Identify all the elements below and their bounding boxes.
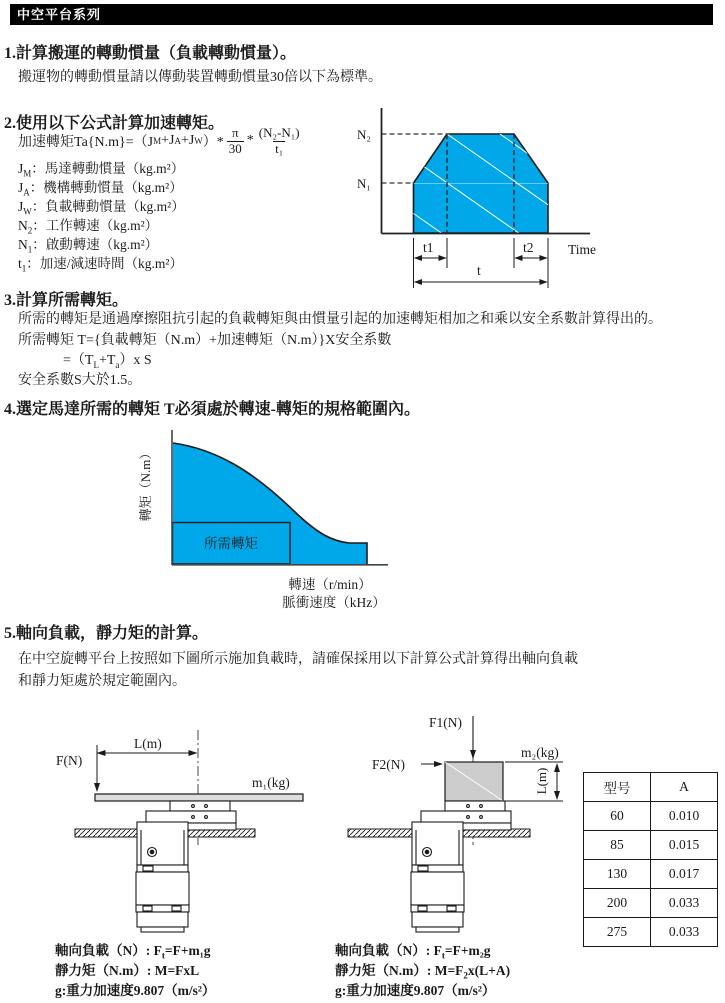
pulse-x-axis-label: 脈衝速度（kHz） [282, 595, 386, 610]
right-load-diagram [348, 715, 563, 932]
m1-mass-label: m₁(kg) [252, 775, 290, 790]
formula-times: * [246, 133, 254, 148]
table-row: 60 0.010 [584, 802, 718, 831]
m2-mass-label: m₂(kg) [521, 745, 559, 760]
s2-definitions [18, 157, 185, 274]
torque-speed-chart [100, 425, 400, 617]
left-rotary-actuator [75, 801, 255, 932]
s2-heading: 2.使用以下公式計算加速轉矩。 [4, 115, 225, 132]
f-force-label: F(N) [56, 753, 83, 768]
table-row: 275 0.033 [584, 918, 718, 947]
fraction-speed-time: $\frac{\text{(N₂-N₁)}}{\text{t₁}}$ [258, 124, 300, 156]
static-moment-formula-left: 靜力矩（N.m）: M=FxL [55, 963, 200, 978]
s3-line3: $=(T_L+T_a)x$ S [63, 353, 152, 370]
col-header-model: 型号 [584, 773, 651, 802]
right-formula-block [335, 939, 510, 999]
s3-line2: 所需轉矩 T={負載轉矩（N.m）+加速轉矩（N.m）}X安全系數 [18, 333, 392, 348]
table-row: 85 0.015 [584, 831, 718, 860]
s3-heading: 3.計算所需轉矩。 [4, 292, 129, 309]
s5-line1: 在中空旋轉平台上按照如下圖所示施加負載時，請確保採用以下計算公式計算得出軸向負載 [18, 652, 578, 667]
fraction-pi-30: $\frac{\pi}{30}$ [228, 124, 242, 156]
l-dimension-label: L(m) [134, 736, 162, 751]
axial-load-formula-left: 軸向負載（N）: $F_t=F+m_1g$ [55, 943, 211, 961]
table-row: 200 0.033 [584, 889, 718, 918]
right-rotary-actuator [348, 801, 530, 932]
torque-y-axis-label: 轉矩（N.m） [138, 446, 153, 522]
f2-force-label: F2(N) [372, 757, 405, 772]
n1-label: N₁ [357, 176, 371, 191]
t1-label: t1 [423, 240, 434, 255]
def-jw: $J_W$：負載轉動慣量（kg.m²） [18, 199, 185, 217]
mount-plate-hatch-left [75, 829, 137, 837]
model-a-table [583, 772, 718, 947]
formula-lead: 加速轉矩Ta{N.m}=（J [18, 135, 154, 150]
formula-p2: +J [180, 133, 195, 148]
load-diagrams [35, 700, 580, 950]
f1-force-label: F1(N) [429, 715, 462, 730]
formula-p1: +J [161, 133, 175, 148]
n2-label: N₂ [357, 127, 371, 142]
mount-plate-hatch-left [348, 829, 412, 837]
col-header-a: A [651, 773, 718, 802]
section-header-bar [10, 4, 713, 25]
t2-label: t2 [523, 240, 534, 255]
load-plate [95, 794, 303, 801]
left-load-diagram [56, 730, 303, 932]
def-t1: $t_1$：加速/減速時間（kg.m²） [18, 256, 183, 274]
t-label: t [477, 263, 481, 278]
formula-p3: ）* [202, 135, 224, 150]
s1-body: 搬運物的轉動慣量請以傳動裝置轉動慣量30倍以下為標準。 [18, 70, 382, 85]
s5-heading: 5.軸向負載，靜力矩的計算。 [4, 625, 209, 642]
gravity-note-left: g:重力加速度9.807（m/s²） [55, 983, 216, 998]
static-moment-formula-right: 靜力矩（N.m）: $M=F_2x(L+A)$ [335, 963, 511, 981]
s3-line1: 所需的轉矩是通過摩擦阻抗引起的負載轉矩與由慣量引起的加速轉矩相加之和乘以安全系數計算得出的。 [18, 312, 662, 327]
acceleration-torque-formula: 加速轉矩Ta{N.m}=（J M +J A +J W ）* $\frac{\pi}{30}$ * $\frac{\text{(N₂-N₁)}}{\text{t₁}}$ [18, 124, 300, 156]
page-title: 中空平台系列 [17, 7, 102, 22]
def-n1: $N_1$：啟動轉速（kg.m²） [18, 237, 159, 255]
time-axis-label: Time [568, 242, 597, 257]
required-torque-label: 所需轉矩 [204, 536, 258, 551]
def-jm: $J_M$：馬達轉動慣量（kg.m²） [18, 161, 185, 179]
speed-profile-chart [350, 105, 610, 295]
def-ja: $J_A$：機構轉動慣量（kg.m²） [18, 180, 183, 198]
axial-load-formula-right: 軸向負載（N）: $F_t=F+m_2g$ [335, 943, 491, 961]
def-n2: $N_2$：工作轉速（kg.m²） [18, 218, 159, 236]
table-row: 130 0.017 [584, 860, 718, 889]
s4-heading: 4.選定馬達所需的轉矩 T必須處於轉速-轉矩的規格範圍內。 [4, 401, 421, 418]
speed-x-axis-label: 轉速（r/min） [288, 577, 372, 592]
left-formula-block [55, 939, 215, 999]
l-vertical-dimension-label: L(m) [534, 767, 549, 795]
gravity-note-right: g:重力加速度9.807（m/s²） [335, 983, 496, 998]
table-header-row [584, 773, 718, 802]
s1-heading: 1.計算搬運的轉動慣量（負載轉動慣量）。 [4, 45, 297, 62]
s5-line2: 和靜力矩處於規定範圍內。 [18, 674, 186, 689]
s3-line4: 安全系數S大於1.5。 [18, 373, 142, 388]
